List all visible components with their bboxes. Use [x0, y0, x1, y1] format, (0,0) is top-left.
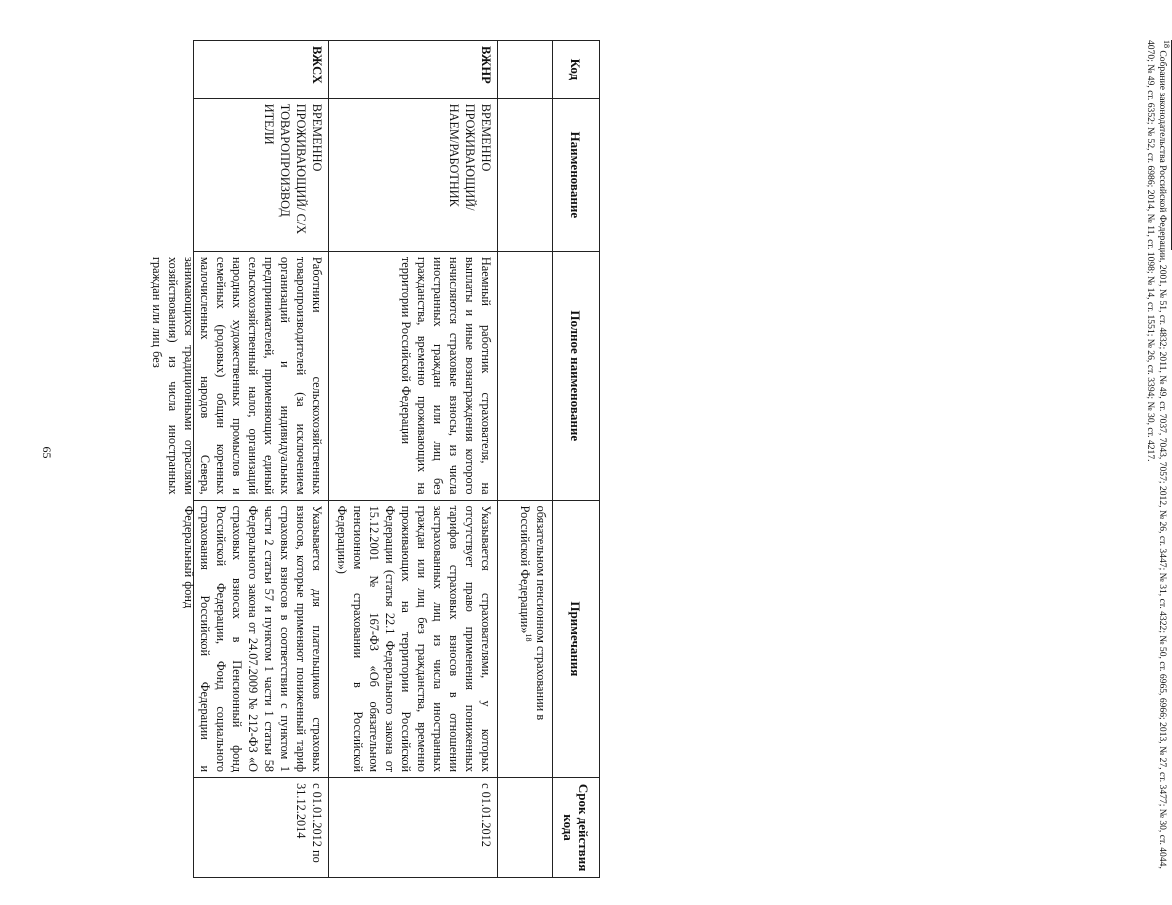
row-name: ВРЕМЕННО ПРОЖИВАЮЩИЙ/ С/Х ТОВАРОПРОИЗВОД ИТЕЛИ	[194, 98, 329, 251]
footnote-block	[1144, 40, 1172, 878]
row-full-name	[150, 251, 329, 500]
table-header-row	[553, 41, 600, 878]
cell-empty	[498, 251, 553, 500]
cell-empty	[498, 41, 553, 99]
row-validity: с 01.01.2012 по 31.12.2014	[194, 778, 329, 878]
header-validity: Срок действия кода	[553, 778, 600, 878]
row-validity: с 01.01.2012	[329, 778, 498, 878]
continuation-note	[498, 500, 553, 778]
footnote-ref: 18	[524, 633, 534, 642]
continuation-row	[498, 41, 553, 878]
rotated-page-content	[40, 40, 600, 878]
row-note	[182, 500, 329, 778]
row-code: ВЖНР	[329, 41, 498, 99]
header-notes: Примечания	[553, 500, 600, 778]
footnote-mark: 18	[1162, 40, 1172, 48]
continuation-note-text: обязательном пенсионном страховании в Российской Федерации»	[518, 505, 548, 721]
row-note: Указывается страхователями, у которых отсутствует право применения пониженных тарифов страховых взносов в отношении застрахованных лиц из числа иностранных граждан или лиц без гражданства, временно проживающих на территории Российской Федерации (статья 22.1 Федерального закона от 15.12.2001 № 167-ФЗ «Об обязательном пенсионном страховании в Российской Федерации»)	[329, 500, 498, 778]
table-row	[329, 41, 498, 878]
footnote-text: Собрание законодательства Российской Федерации, 2001, № 51, ст. 4832; 2011, № 49, ст. 7037, 7043, 7057; 2012, № 26, ст. 3447; № 31, ст. 4322; № 50, ст. 6965, 6966; 2013, № 27, ст. 3477; № 30, ст. 4044, 4070; № 49, ст. 6352; № 52, ст. 6986; 2014, № 11, ст. 1098; № 14, ст. 1551; № 26, ст. 3394; № 30, ст. 4217.	[1145, 40, 1168, 869]
row-full-name: Наемный работник страхователя, на выплаты и иные вознаграждения которого начисляются страховые взносы, из числа иностранных граждан или лиц без гражданства, временно проживающих на территории Российской Федерации	[329, 251, 498, 500]
cell-empty	[498, 98, 553, 251]
row-full-name-text: Работники сельскохозяйственных товаропроизводителей (за исключением организаций и индивидуальных предпринимателей, применяющих единый сельскохозяйственный налог, организаций народных художественных промыслов и семейных (родовых) общин коренных малочисленных народов Севера, занимающихся традиционными отраслями хозяйствования) из числа иностранных граждан или лиц без	[150, 256, 324, 495]
page-number: 65	[40, 446, 54, 459]
row-note-text: Указывается для плательщиков страховых взносов, которые применяют пониженный тариф страховых взносов в соответствии с пунктом 1 части 2 статьи 57 и пунктом 1 части 1 статьи 58 Федерального закона от 24.07.2009 № 212-ФЗ «О страховых взносах в Пенсионный фонд Российской Федерации, Фонд социального страхования Российской Федерации и Федеральный фонд	[182, 505, 324, 773]
cell-empty	[498, 778, 553, 878]
codes-table	[150, 40, 600, 878]
row-name: ВРЕМЕННО ПРОЖИВАЮЩИЙ/ НАЕМ/РАБОТНИК	[329, 98, 498, 251]
footnote	[1144, 40, 1172, 878]
header-name: Наименование	[553, 98, 600, 251]
header-full-name: Полное наименование	[553, 251, 600, 500]
header-code: Код	[553, 41, 600, 99]
row-code: ВЖСХ	[194, 41, 329, 99]
table-row	[194, 41, 329, 878]
